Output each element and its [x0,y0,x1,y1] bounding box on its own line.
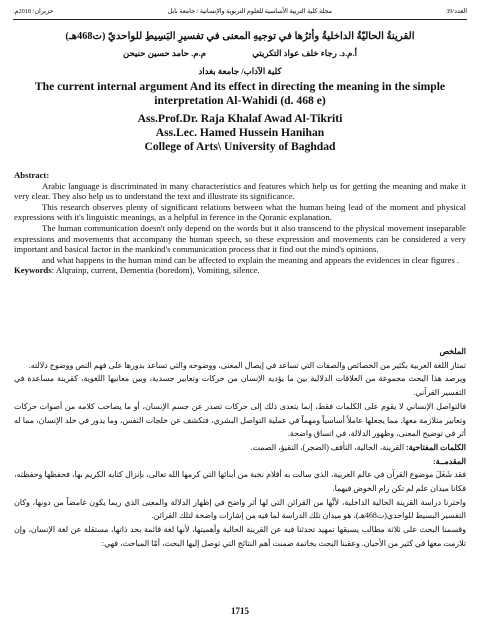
arabic-author-2: م.م. حامد حسين حنيحن [122,48,207,58]
english-abstract [14,170,466,276]
abstract-heading: Abstract: [14,170,50,180]
arabic-author-1: أ.م.د. رجاء خلف عواد التكريتي [252,48,358,58]
english-author-2: Ass.Lec. Hamed Hussein Hanihan [155,126,325,139]
summary-paragraph: ويرصد هذا البحث مجموعة من العلاقات الدلالية بين ما يؤديه الإنسان من حركات وتعابير جسدية، وبين معانيها اللغوية، كقرينة مساعدة في التفسير القرآني. [14,374,466,398]
arabic-college: كلية الآداب/ جامعة بغداد [198,66,282,76]
summary-heading: الملخص [439,347,466,356]
keywords-text: : Alqrainp, current, Dementia (boredom), Vomiting, silence. [51,265,260,276]
keywords-label: Keywords [14,265,52,276]
summary-paragraph: تمتاز اللغة العربية بكثير من الخصائص والصفات التي تساعد في إيصال المعنى، ووضوحه والتي تساعد بدورها على فهم النص ووضوح دلالته. [28,360,466,370]
header-date: حزيران/ 2018م. [13,8,54,15]
arabic-keywords [14,441,466,455]
intro-paragraph: فقد شَغَلَ موضوع القرآن في عالم العربية، الذي سالت به أقلام نخبة من أبنائها التي كرمها الله تعالى، بإنزال كتابه الكريم بها، فحفظها وحفظته، فكانا ميدان علم لم تكن رام الخوض فيهما. [14,470,466,494]
running-header [13,8,467,15]
arabic-title: القرينةُ الحاليّةُ الداخليةُ وأثرُها في توجيهِ المعنى في تفسيرِ البَسِيطِ للواحديّ (ت468هـ) [65,31,415,42]
abstract-paragraph: This research observes plenty of significant relations between what the human being lead of the moment and physical expressions with it's linguistic meanings, as a helpful in ference in the Qoranic explanation. [14,201,466,223]
abstract-paragraph: and what happens in the human mind can be affected to explain the meaning and appears the evidences in clear figures . [42,254,460,265]
page-number: 1715 [231,606,249,616]
arabic-body [14,345,466,551]
intro-heading: المقدمــة: [433,456,466,466]
arabic-keywords-text: القرينة، الحالية، التأفف (الضجر)، التقيؤ، الصمت. [250,442,406,452]
english-affiliation: College of Arts\ University of Baghdad [144,140,336,153]
english-author-1: Ass.Prof.Dr. Raja Khalaf Awad Al-Tikriti [137,112,343,125]
header-issue: العدد/39 [446,8,467,15]
abstract-paragraph: Arabic language is discriminated in many characteristics and features which help us for getting the meaning and make it very clear. They also help us to understand the text and illustrate its significance. [14,180,466,202]
abstract-paragraph: The human communication doesn't only depend on the words but it also transcend to the physical movement inseparable expressions and movements that accompany the human speech, so these expression and movements can be considered a very important and basical factor in the mankind's communication process that it find out the mind's opinions. [14,222,466,255]
intro-paragraph: وقسمنا البحث على ثلاثة مطالب يسبقها تمهيد تحدثنا فيه عن القرينة الحالية وأهميتها، لأنها لغة قائمة بحد ذاتها، مستقلة عن لغة الإنسان، وإن تلازمت معها في كثير من الأحيان. وعقبنا البحث بخاتمة ضمنت أهم النتائج التي توصل إليها البحث، أمّا المباحث، فهي: [14,525,466,548]
summary-paragraph: فالتواصل الإنساني لا يقوم على الكلمات فقط، إنما يتعدى ذلك إلى حركات تصدر عن جسم الإنسان، أو ما يصاحب كلامه من أصوات حركات وتعابير متلازمة معها، مما يجعلها عاملاً أساسياً ومهماً في عملية التواصل البشري، فتكشف عن خلجات النفس، وما يدور في خلد الإنسان، مما له أثر في توضيح المعنى، وظهور الدلالة، في اتساق واضحة. [14,401,466,439]
header-rule [13,19,467,20]
arabic-keywords-label: الكلمات المفتاحية: [406,442,466,452]
header-journal: مجلة كلية التربية الأساسية للعلوم التربوية والإنسانية / جامعة بابل [167,8,332,15]
intro-paragraph: واخترنا دراسة القرينة الحالية الداخلية، لأنَّها من القرائن التي لها أثر واضح في إظهار الدلالة والمعنى الذي ربما يكون غامضاً من دونها، وكان التفسير البسيط للواحدي(ت468هـ)، هو ميدان تلك الدراسة لما فيه من إشارات واضحة لتلك القرائن. [14,497,466,521]
english-title: The current internal argument And its effect in directing the meaning in the simple interpretation Al-Wahidi (d. 468 e) [34,80,446,107]
english-keywords [14,265,466,276]
arabic-authors [20,48,460,59]
